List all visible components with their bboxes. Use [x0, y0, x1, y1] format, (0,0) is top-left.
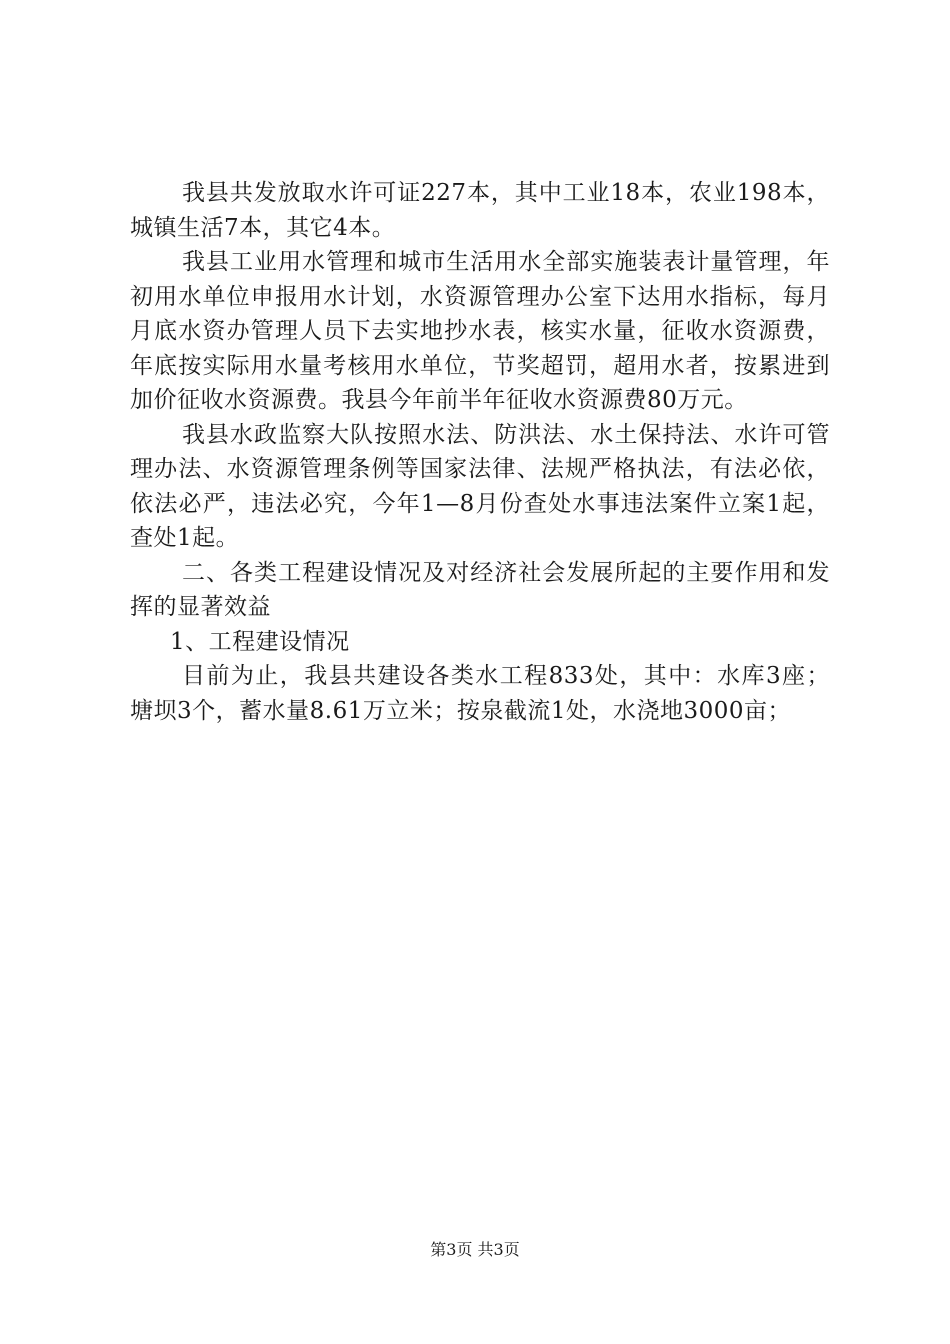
section-heading-engineering: 二、各类工程建设情况及对经济社会发展所起的主要作用和发挥的显著效益 — [130, 559, 830, 620]
paragraph-water-permits: 我县共发放取水许可证227本，其中工业18本，农业198本，城镇生活7本，其它4本。 — [130, 180, 830, 241]
subsection-heading-construction: 1、工程建设情况 — [170, 628, 350, 655]
paragraph-law-enforcement: 我县水政监察大队按照水法、防洪法、水土保持法、水许可管理办法、水资源管理条例等国家法律、法规严格执法，有法必依，依法必严，违法必究，今年1—8月份查处水事违法案件立案1起，查处1起。 — [130, 421, 830, 551]
paragraph-construction-status: 目前为止，我县共建设各类水工程833处，其中：水库3座；塘坝3个，蓄水量8.61万立米；按泉截流1处，水浇地3000亩； — [130, 663, 830, 724]
paragraph-metering-management: 我县工业用水管理和城市生活用水全部实施装表计量管理，年初用水单位申报用水计划，水资源管理办公室下达用水指标，每月月底水资办管理人员下去实地抄水表，核实水量，征收水资源费，年底按实际用水量考核用水单位，节奖超罚，超用水者，按累进到加价征收水资源费。我县今年前半年征收水资源费80万元。 — [130, 249, 830, 413]
page-footer: 第3页 共3页 — [430, 1240, 520, 1259]
document-body — [130, 176, 830, 728]
